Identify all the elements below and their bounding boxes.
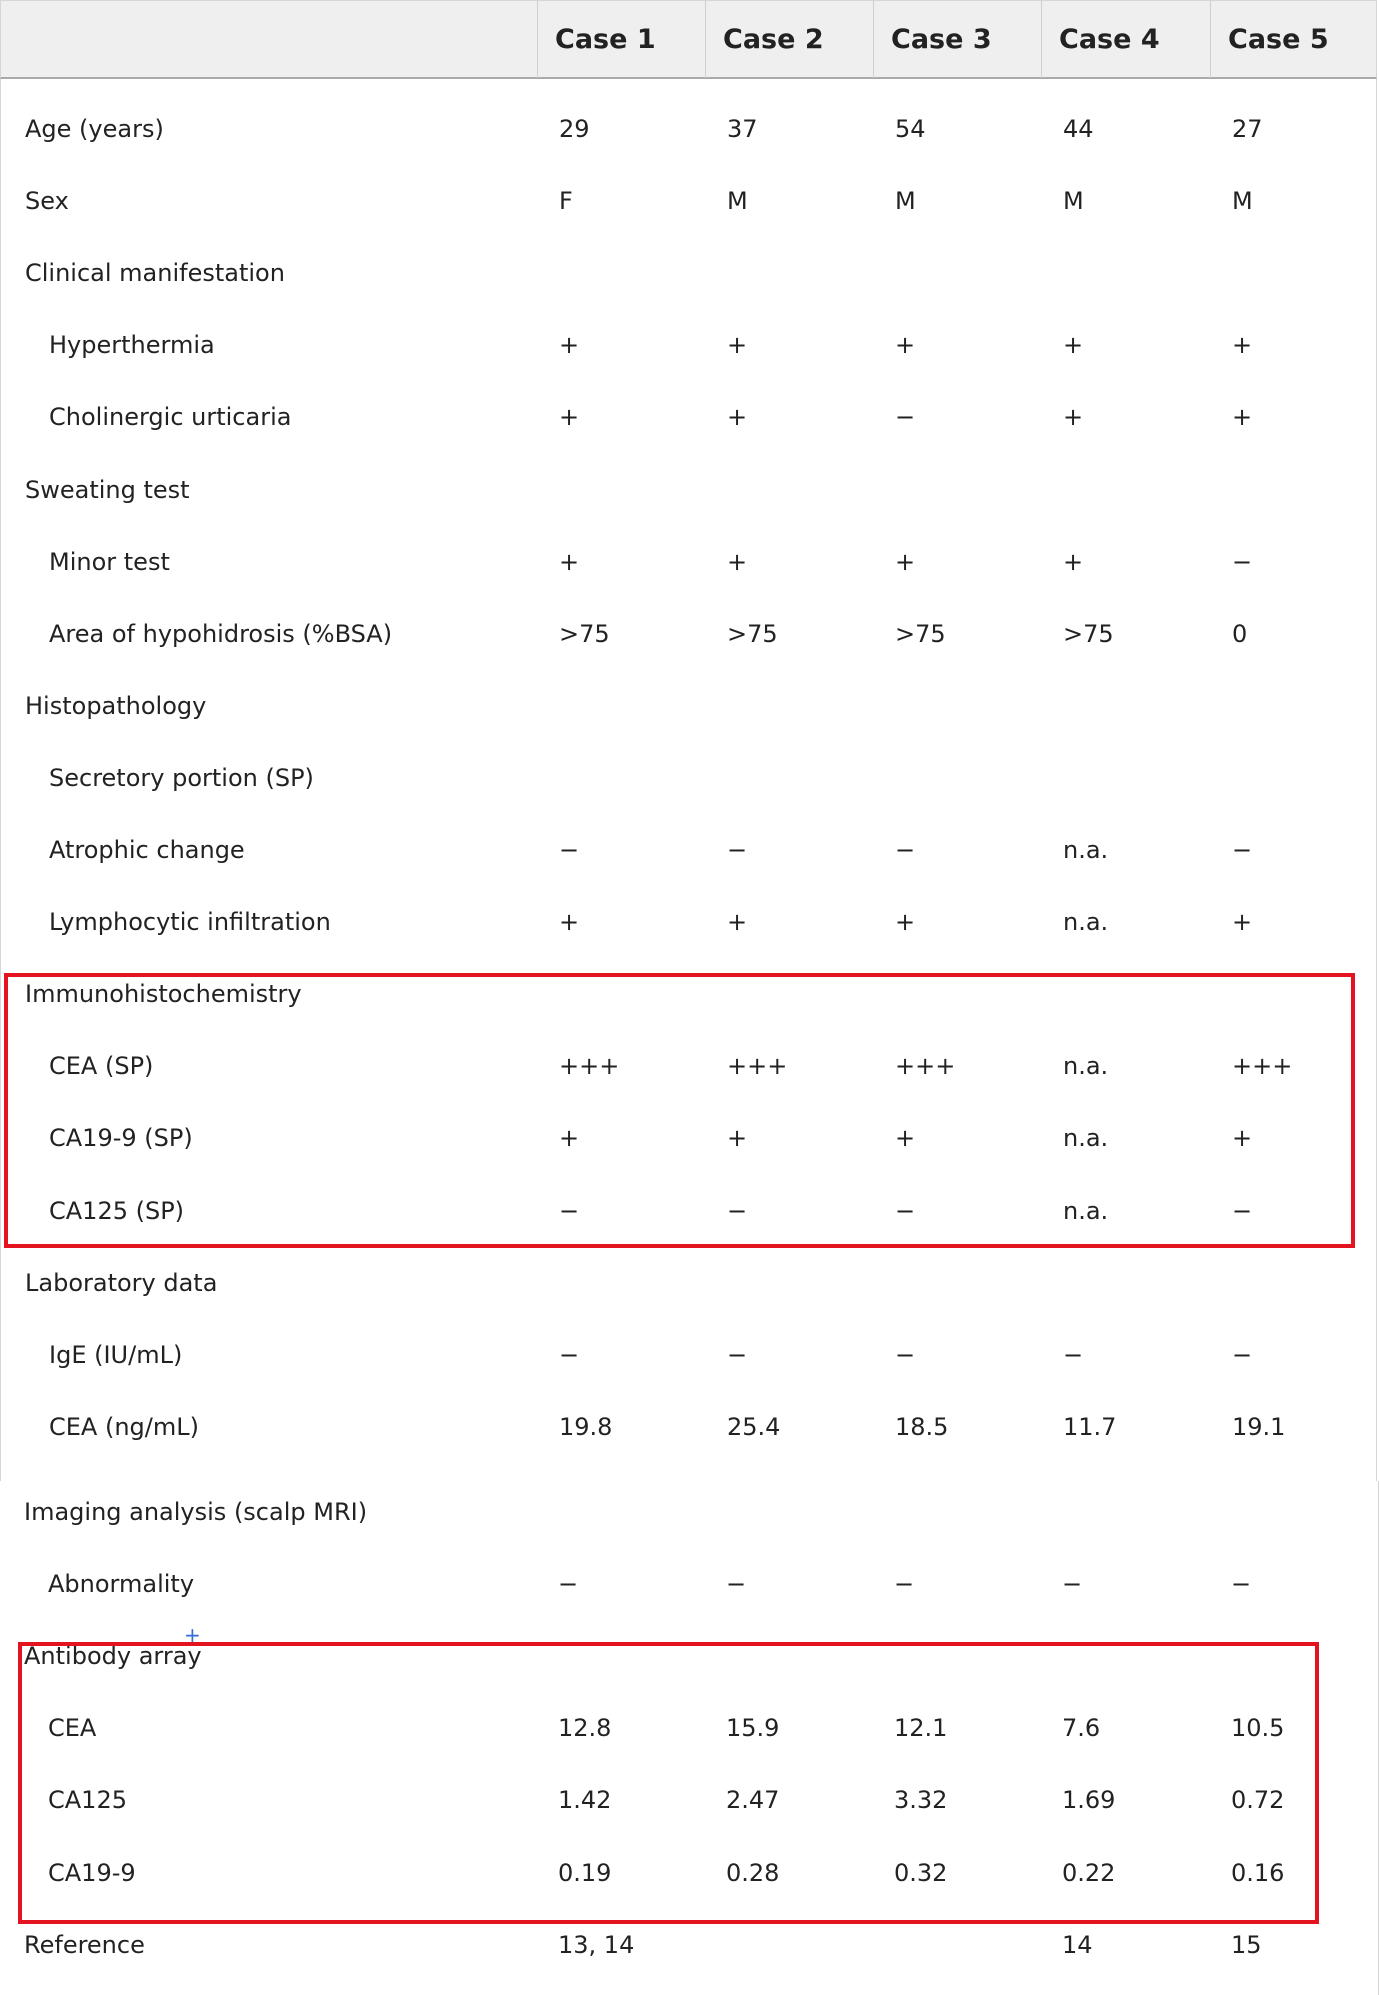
table-row-cea-ng-ml xyxy=(0,1391,1379,1463)
cell-case-3: M xyxy=(895,187,916,216)
table-row-atrophic-change xyxy=(0,814,1379,886)
cell-case-5: − xyxy=(1232,1340,1253,1369)
row-label: Age (years) xyxy=(25,115,164,143)
cell-case-5: + xyxy=(1232,1124,1253,1153)
cell-case-3: + xyxy=(895,1124,916,1153)
row-sublabel: Area of hypohidrosis (%BSA) xyxy=(49,619,393,648)
table-row-ige-iu-ml xyxy=(0,1319,1379,1391)
row-sublabel: IgE (IU/mL) xyxy=(49,1340,183,1369)
row-sublabel: Abnormality xyxy=(48,1570,195,1599)
cell-case-1: − xyxy=(559,836,580,864)
table-row-sex xyxy=(0,165,1379,237)
row-sublabel: CEA (SP) xyxy=(49,1052,154,1081)
cell-case-4: − xyxy=(1062,1570,1083,1599)
cell-case-5: 27 xyxy=(1232,115,1263,143)
cell-case-4: >75 xyxy=(1063,619,1114,648)
cell-case-3: 3.32 xyxy=(894,1786,948,1815)
cell-case-5: − xyxy=(1232,547,1253,576)
cell-case-4: 7.6 xyxy=(1062,1714,1101,1743)
cell-case-4: 44 xyxy=(1063,115,1094,143)
row-label: Immunohistochemistry xyxy=(25,980,302,1009)
cell-case-3: >75 xyxy=(895,619,946,648)
table-row-sweating-test xyxy=(0,454,1379,526)
cell-case-2: 25.4 xyxy=(727,1412,781,1441)
cell-case-3: + xyxy=(895,908,916,937)
header-corner-cell xyxy=(1,1,537,78)
plus-marker-icon: + xyxy=(184,1623,201,1647)
cell-case-4: + xyxy=(1063,331,1084,360)
table-header xyxy=(0,0,1377,79)
cell-case-4: + xyxy=(1063,403,1084,432)
cell-case-3: − xyxy=(895,1340,916,1369)
cell-case-1: + xyxy=(559,1124,580,1153)
table-row-lymphocytic-infiltration xyxy=(0,886,1379,958)
cell-case-1: − xyxy=(558,1570,579,1599)
row-sublabel: Hyperthermia xyxy=(49,331,215,360)
cell-case-1: + xyxy=(559,547,580,576)
cell-case-1: 13, 14 xyxy=(558,1930,635,1959)
row-label: Sex xyxy=(25,187,69,216)
table-row-age-years xyxy=(0,93,1379,165)
cell-case-3: 12.1 xyxy=(894,1714,948,1743)
row-sublabel: CA19-9 (SP) xyxy=(49,1124,193,1153)
cell-case-3: 18.5 xyxy=(895,1412,949,1441)
row-label: Histopathology xyxy=(25,691,207,720)
cell-case-1: F xyxy=(559,187,573,216)
table-row-imaging-analysis-scalp-mri xyxy=(0,1476,1379,1548)
cell-case-2: + xyxy=(727,547,748,576)
row-sublabel: Secretory portion (SP) xyxy=(49,763,314,792)
cell-case-1: +++ xyxy=(559,1052,620,1081)
row-label: Antibody array xyxy=(24,1642,202,1671)
table-row-cholinergic-urticaria xyxy=(0,381,1379,453)
highlight-box-antibody-array xyxy=(18,1642,1319,1924)
cell-case-4: n.a. xyxy=(1063,908,1109,937)
cell-case-5: − xyxy=(1232,1196,1253,1225)
row-sublabel: CEA (ng/mL) xyxy=(49,1412,199,1441)
cell-case-2: 0.28 xyxy=(726,1858,780,1887)
cell-case-4: n.a. xyxy=(1063,1196,1109,1225)
cell-case-2: + xyxy=(727,1124,748,1153)
cell-case-4: 0.22 xyxy=(1062,1858,1116,1887)
cell-case-4: + xyxy=(1063,547,1084,576)
cell-case-1: − xyxy=(559,1340,580,1369)
row-label: Clinical manifestation xyxy=(25,259,285,288)
cell-case-5: M xyxy=(1232,187,1253,216)
cell-case-1: − xyxy=(559,1196,580,1225)
cell-case-2: + xyxy=(727,331,748,360)
table-row-histopathology xyxy=(0,670,1379,742)
cell-case-5: + xyxy=(1232,908,1253,937)
cell-case-2: − xyxy=(727,1196,748,1225)
cell-case-5: − xyxy=(1231,1570,1252,1599)
cell-case-1: 12.8 xyxy=(558,1714,612,1743)
column-header-case-3: Case 3 xyxy=(873,1,1041,78)
cell-case-2: +++ xyxy=(727,1052,788,1081)
cell-case-2: 37 xyxy=(727,115,758,143)
cell-case-1: 29 xyxy=(559,115,590,143)
column-header-case-1: Case 1 xyxy=(537,1,705,78)
row-sublabel: Minor test xyxy=(49,547,170,576)
cell-case-4: 14 xyxy=(1062,1930,1093,1959)
cell-case-3: − xyxy=(895,1196,916,1225)
row-sublabel: CA125 (SP) xyxy=(49,1196,185,1225)
cell-case-3: − xyxy=(895,836,916,864)
cell-case-2: 2.47 xyxy=(726,1786,780,1815)
cell-case-3: 0.32 xyxy=(894,1858,948,1887)
cell-case-2: M xyxy=(727,187,748,216)
cell-case-3: +++ xyxy=(895,1052,956,1081)
row-sublabel: Lymphocytic infiltration xyxy=(49,908,331,937)
cell-case-5: + xyxy=(1232,403,1253,432)
cell-case-5: 0 xyxy=(1232,619,1248,648)
cell-case-5: + xyxy=(1232,331,1253,360)
cell-case-1: 0.19 xyxy=(558,1858,612,1887)
cell-case-2: 15.9 xyxy=(726,1714,780,1743)
cell-case-4: M xyxy=(1063,187,1084,216)
cell-case-2: + xyxy=(727,908,748,937)
table-row-abnormality xyxy=(0,1548,1379,1620)
row-label: Laboratory data xyxy=(25,1268,218,1297)
cell-case-5: 15 xyxy=(1231,1930,1262,1959)
table-row-area-of-hypohidrosis-bsa xyxy=(0,598,1379,670)
cell-case-2: + xyxy=(727,403,748,432)
cell-case-2: − xyxy=(726,1570,747,1599)
cell-case-1: >75 xyxy=(559,619,610,648)
table-row-clinical-manifestation xyxy=(0,237,1379,309)
cell-case-5: 0.72 xyxy=(1231,1786,1285,1815)
row-sublabel: Cholinergic urticaria xyxy=(49,403,292,432)
cell-case-1: 19.8 xyxy=(559,1412,613,1441)
row-label: Imaging analysis (scalp MRI) xyxy=(24,1498,368,1526)
cell-case-2: − xyxy=(727,1340,748,1369)
cell-case-3: + xyxy=(895,547,916,576)
row-label: Reference xyxy=(24,1930,145,1959)
table-row-hyperthermia xyxy=(0,309,1379,381)
cell-case-3: + xyxy=(895,331,916,360)
cell-case-4: n.a. xyxy=(1063,1052,1109,1081)
row-sublabel: CEA xyxy=(48,1714,97,1743)
cell-case-5: 0.16 xyxy=(1231,1858,1285,1887)
cell-case-1: 1.42 xyxy=(558,1786,612,1815)
row-sublabel: CA19-9 xyxy=(48,1858,136,1887)
table-row-laboratory-data xyxy=(0,1247,1379,1319)
cell-case-5: +++ xyxy=(1232,1052,1293,1081)
cell-case-3: − xyxy=(895,403,916,432)
table-row-secretory-portion-sp xyxy=(0,742,1379,814)
cell-case-4: 11.7 xyxy=(1063,1412,1117,1441)
column-header-case-5: Case 5 xyxy=(1210,1,1378,78)
cell-case-3: − xyxy=(894,1570,915,1599)
cell-case-5: 19.1 xyxy=(1232,1412,1286,1441)
cell-case-4: n.a. xyxy=(1063,836,1109,864)
table-row-minor-test xyxy=(0,526,1379,598)
column-header-case-2: Case 2 xyxy=(705,1,873,78)
cell-case-1: + xyxy=(559,403,580,432)
row-label: Sweating test xyxy=(25,475,190,504)
cell-case-2: − xyxy=(727,836,748,864)
cell-case-4: n.a. xyxy=(1063,1124,1109,1153)
row-sublabel: CA125 xyxy=(48,1786,127,1815)
cell-case-1: + xyxy=(559,331,580,360)
cell-case-5: 10.5 xyxy=(1231,1714,1285,1743)
cell-case-1: + xyxy=(559,908,580,937)
cell-case-2: >75 xyxy=(727,619,778,648)
row-sublabel: Atrophic change xyxy=(49,836,245,864)
column-header-case-4: Case 4 xyxy=(1041,1,1210,78)
cell-case-3: 54 xyxy=(895,115,926,143)
cell-case-4: 1.69 xyxy=(1062,1786,1116,1815)
cell-case-4: − xyxy=(1063,1340,1084,1369)
highlight-box-immunohistochemistry xyxy=(4,973,1355,1248)
cell-case-5: − xyxy=(1232,836,1253,864)
